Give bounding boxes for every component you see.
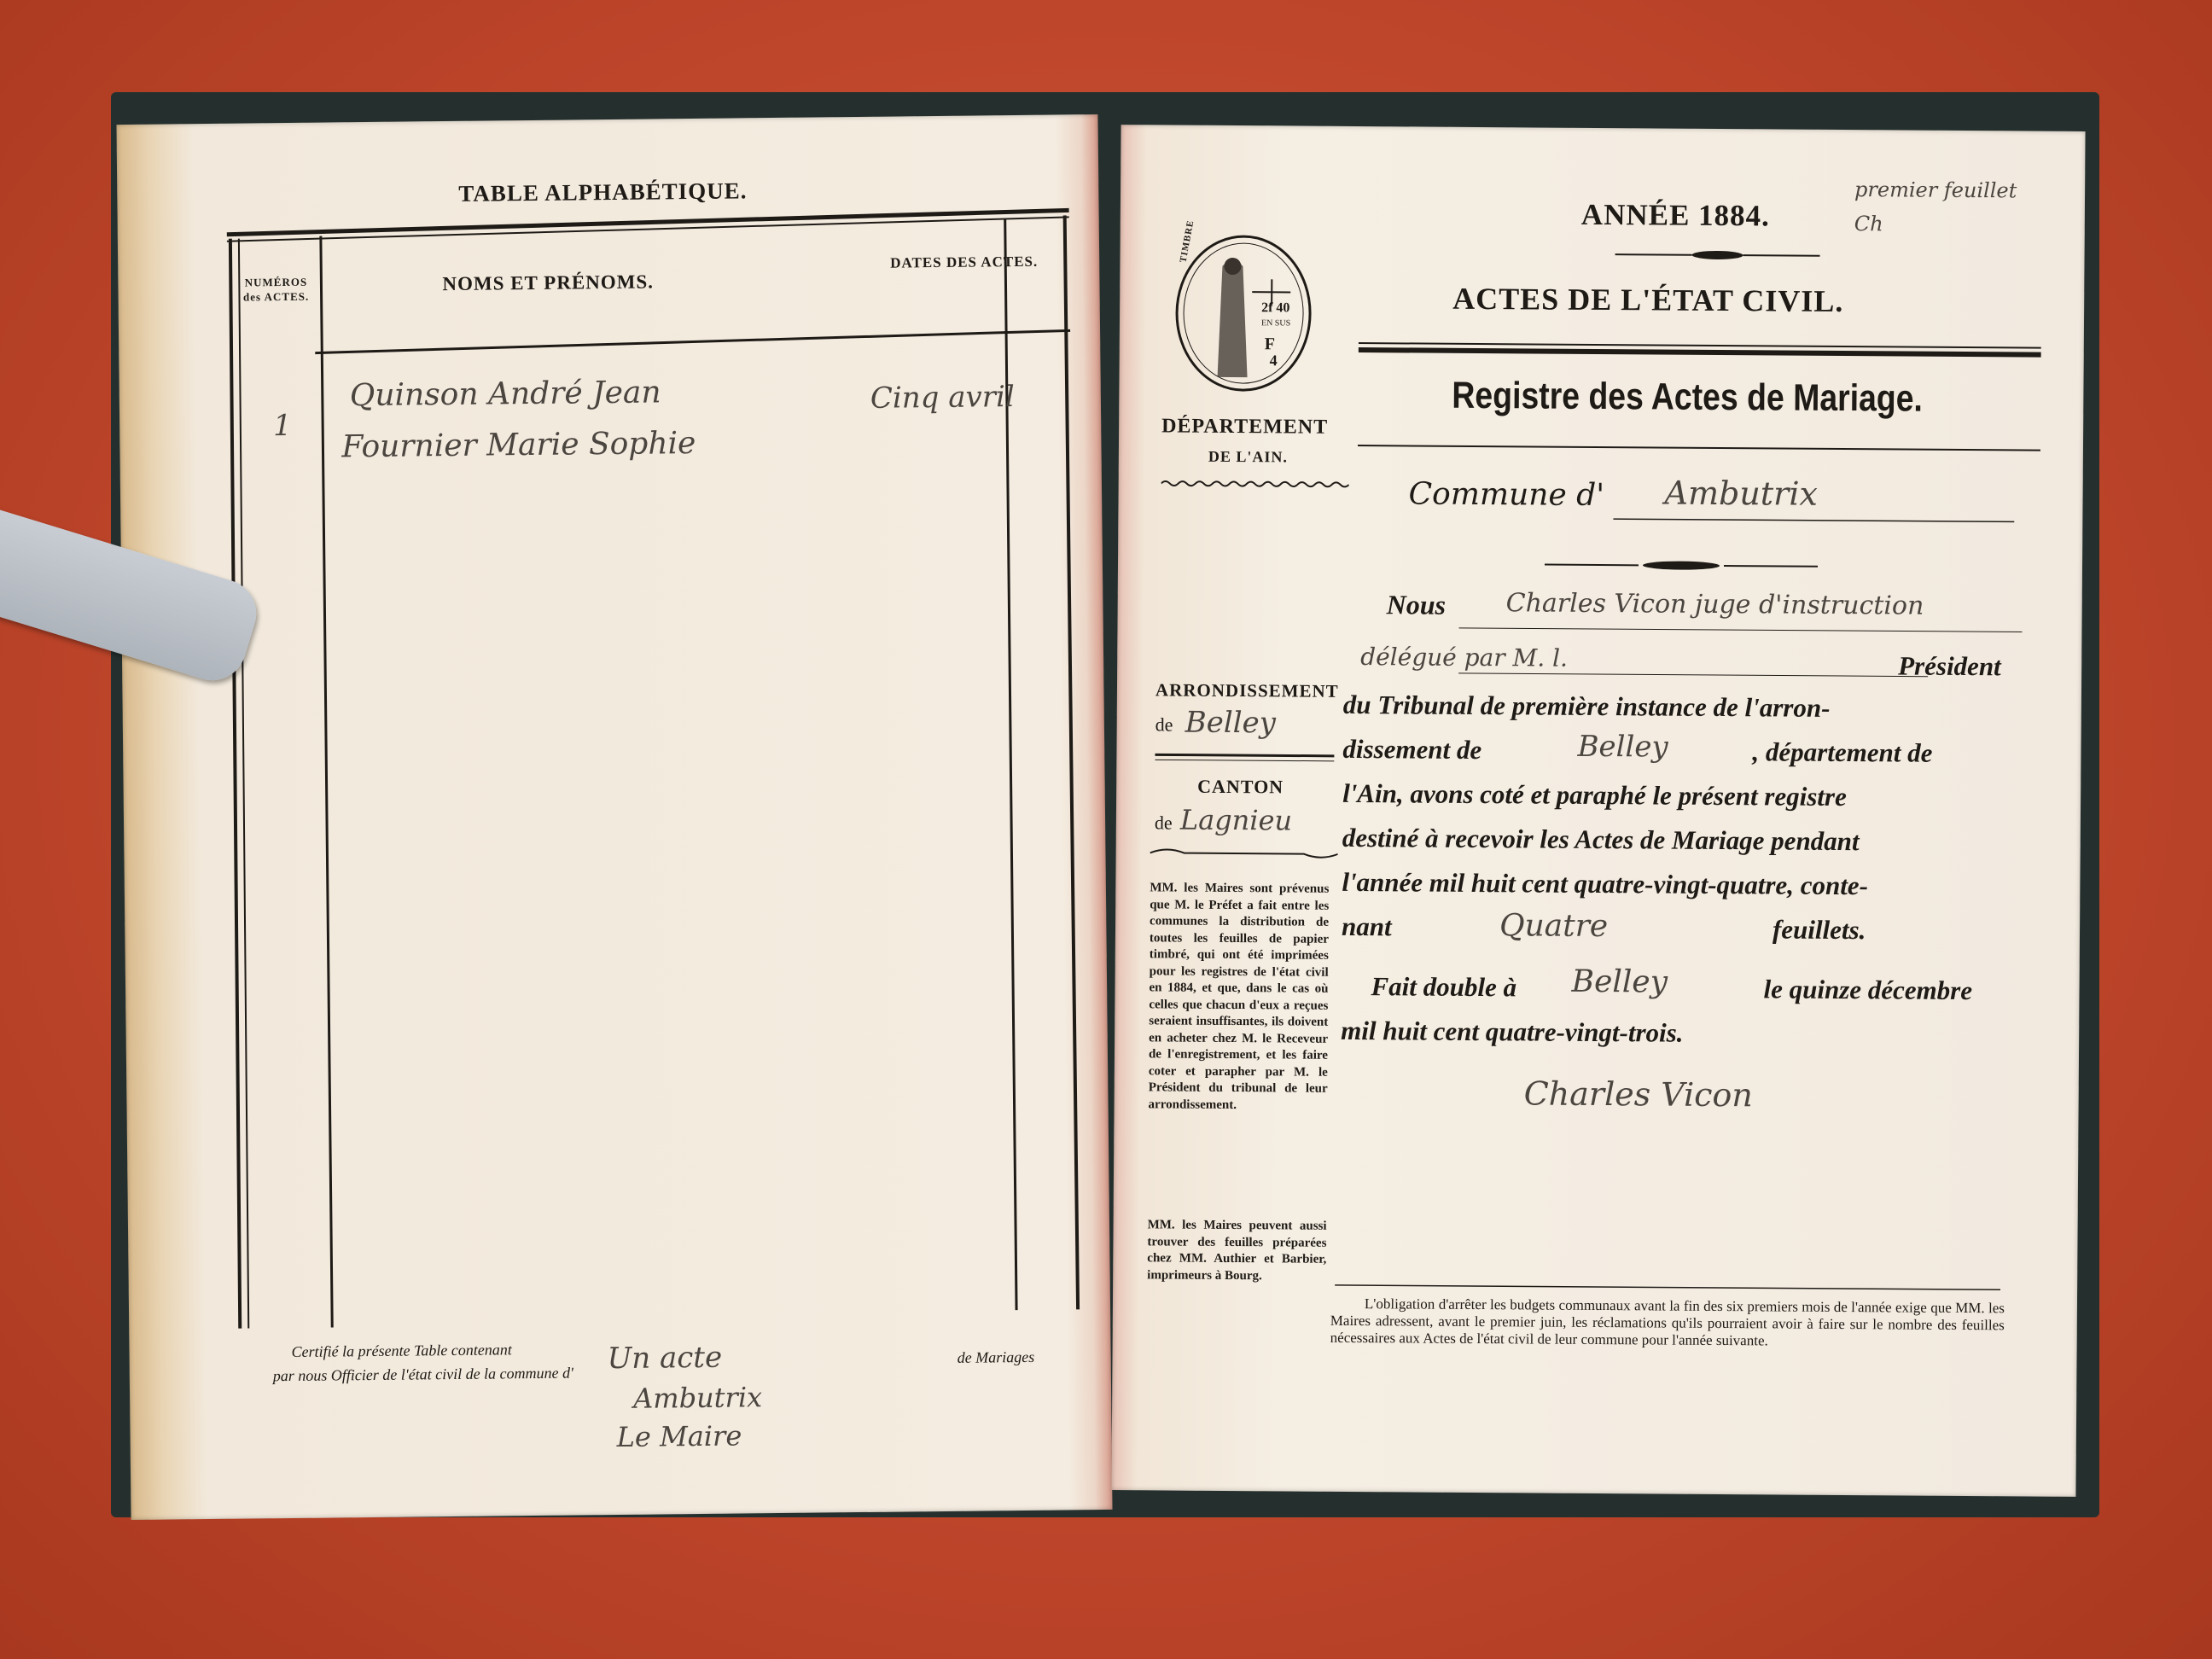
side-note-timbre: MM. les Maires sont prévenus que M. le Préfet a fait entre les communes la distribution de toutes les feuilles de papier timbré, qui ont été imprimées pour les registres de l'état civil en 1884, et que, dans le cas où celles que chacun d'eux a reçues seraient insuffisantes, ils doivent en acheter chez M. le Receveur de l'enregistrement, et les faire coter et parapher par M. le Président du tribunal de leur arrondissement. <box>1148 881 1330 1112</box>
table-row-nom-2: Fournier Marie Sophie <box>341 425 696 465</box>
body-line-8b: feuillets. <box>1772 914 1866 946</box>
ornament-rule-2 <box>1545 559 1818 573</box>
canton-label: CANTON <box>1197 775 1284 798</box>
body-nous-hand: Charles Vicon juge d'instruction <box>1505 588 1924 621</box>
body-line-8-hand: Quatre <box>1499 908 1609 945</box>
column-header-numeros: NUMÉROS des ACTES. <box>242 275 310 304</box>
arrondissement-rule <box>1155 752 1334 763</box>
commune-label: Commune d' <box>1408 476 1605 514</box>
wavy-rule <box>1161 479 1349 489</box>
body-fait-b: le quinze décembre <box>1763 974 1973 1006</box>
side-note-imprimeurs: MM. les Maires peuvent aussi trouver des feuilles préparées chez MM. Authier et Barbier, imprimeurs à Bourg. <box>1147 1218 1327 1283</box>
certification-commune: Ambutrix <box>632 1381 763 1415</box>
commune-underline <box>1613 516 2014 524</box>
footnote-rule <box>1335 1283 2000 1292</box>
arrondissement-name: Belley <box>1185 705 1277 741</box>
certification-line-1: Certifié la présente Table contenant <box>291 1341 512 1360</box>
body-delegue-hand: délégué par M. l. <box>1360 643 1569 672</box>
certification-line-2: par nous Officier de l'état civil de la commune d' <box>272 1364 574 1385</box>
footnote: L'obligation d'arrêter les budgets communaux avant la fin des six premiers mois de l'année exige que MM. les Maires adressent, avant le premier juin, les réclamations qu'ils pourraient avoir à faire sur le nombre des feuilles nécessaires aux Actes de l'état civil de leur commune pour l'année suivante. <box>1330 1295 2005 1349</box>
double-rule <box>1359 340 2041 362</box>
certification-trailing: de Mariages <box>957 1348 1035 1366</box>
stamp-number: 4 <box>1269 352 1278 370</box>
canton-de: de <box>1154 812 1173 834</box>
table-grid <box>116 114 1112 1520</box>
body-line-8a: nant <box>1341 911 1392 942</box>
body-president: Président <box>1898 650 2001 682</box>
fiscal-stamp-icon <box>1170 231 1316 403</box>
departement-label: DÉPARTEMENT <box>1161 415 1329 439</box>
body-line-4b: , département de <box>1752 736 1933 768</box>
body-signature: Charles Vicon <box>1523 1074 1753 1115</box>
table-row-nom-1: Quinson André Jean <box>349 375 661 414</box>
body-line-4-hand: Belley <box>1577 729 1668 765</box>
body-line-4a: dissement de <box>1342 733 1482 765</box>
ornament-rule <box>1615 247 1819 263</box>
thin-rule <box>1358 442 2040 456</box>
pencil-note: premier feuillet Ch <box>1854 178 2017 236</box>
canton-rule <box>1150 846 1338 861</box>
stamp-letter: F <box>1264 335 1276 354</box>
table-row-numero: 1 <box>272 408 293 444</box>
certification-signature: Le Maire <box>616 1419 742 1454</box>
commune-name: Ambutrix <box>1664 474 1819 513</box>
body-line-10: mil huit cent quatre-vingt-trois. <box>1341 1015 1684 1048</box>
body-fait: Fait double à <box>1371 971 1517 1003</box>
canton-name: Lagnieu <box>1179 803 1293 837</box>
body-nous: Nous <box>1386 589 1447 620</box>
body-fait-hand: Belley <box>1571 963 1668 1000</box>
table-title: TABLE ALPHABÉTIQUE. <box>458 178 748 207</box>
stamp-suffix: EN SUS <box>1260 318 1291 329</box>
left-page <box>116 114 1112 1520</box>
stamp-value: 2f 40 <box>1261 300 1290 316</box>
right-page <box>1111 125 2085 1497</box>
departement-name: DE L'AIN. <box>1208 447 1288 466</box>
actes-heading: ACTES DE L'ÉTAT CIVIL. <box>1452 281 1844 318</box>
annee-heading: ANNÉE 1884. <box>1580 197 1771 233</box>
body-line-3: du Tribunal de première instance de l'arron- <box>1342 689 1831 723</box>
arrondissement-label: ARRONDISSEMENT <box>1155 679 1339 701</box>
body-line-6: destiné à recevoir les Actes de Mariage pendant <box>1342 822 1860 857</box>
column-header-noms: NOMS ET PRÉNOMS. <box>442 271 655 295</box>
table-row-date: Cinq avril <box>870 380 1015 416</box>
body-line-7: l'année mil huit cent quatre-vingt-quatre, conte- <box>1342 866 1869 901</box>
body-line-5: l'Ain, avons coté et paraphé le présent registre <box>1342 777 1847 812</box>
stamp-word: TIMBRE <box>1178 218 1196 264</box>
arrondissement-de: de <box>1155 713 1173 736</box>
registre-heading: Registre des Actes de Mariage. <box>1452 374 1924 420</box>
column-header-dates: DATES DES ACTES. <box>890 253 1039 271</box>
certification-count: Un acte <box>607 1340 723 1377</box>
